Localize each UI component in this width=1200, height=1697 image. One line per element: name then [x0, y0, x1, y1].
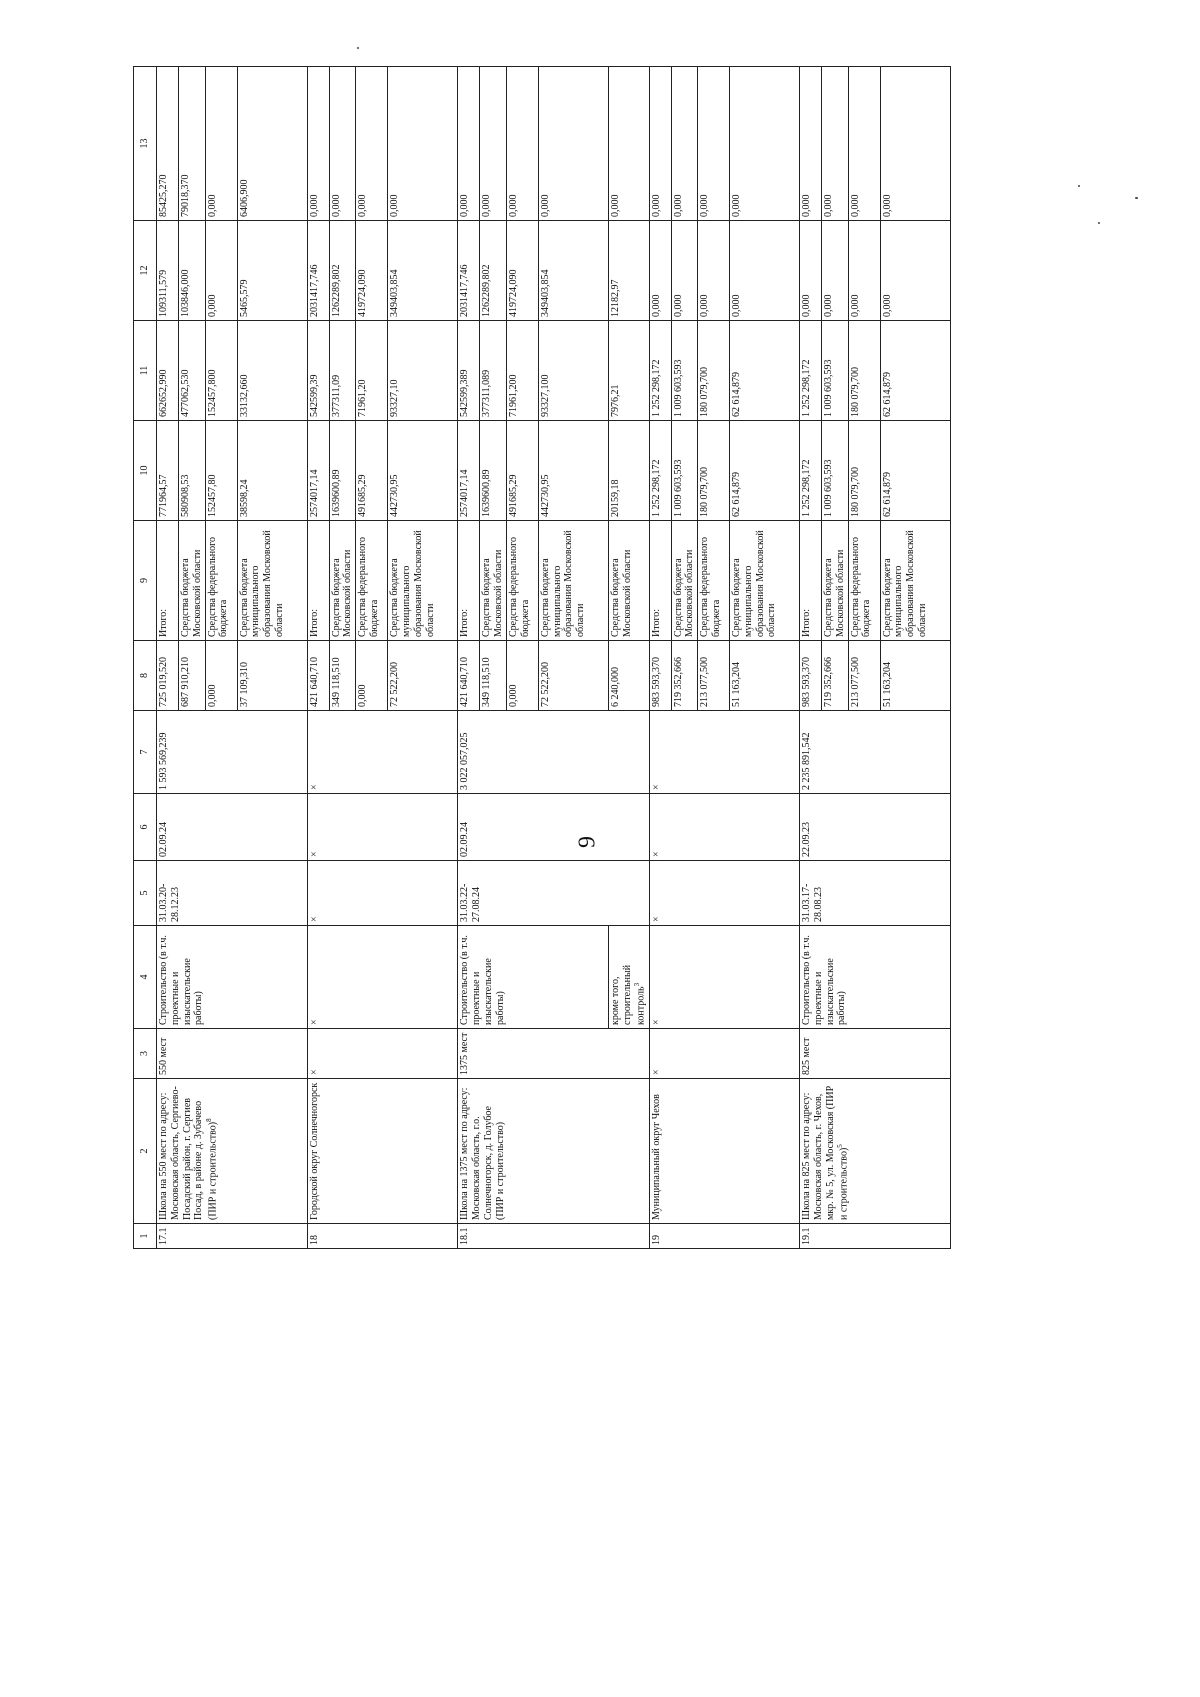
- funded-amount: 983 593,370: [800, 641, 822, 711]
- funding-source: Средства бюджета Московской области: [480, 521, 507, 641]
- amount-col12: 0,000: [205, 221, 237, 321]
- amount-col12: 103846,000: [179, 221, 206, 321]
- funding-source: Итого:: [649, 521, 671, 641]
- funded-amount: 213 077,500: [698, 641, 730, 711]
- total-cost: ×: [649, 711, 800, 794]
- funding-source: Средства бюджета Московской области: [671, 521, 698, 641]
- funded-amount: 213 077,500: [848, 641, 880, 711]
- amount-col12: 0,000: [800, 221, 822, 321]
- amount-col11: 71961,200: [506, 321, 538, 421]
- column-number: 8: [134, 641, 157, 711]
- capacity: ×: [307, 1029, 458, 1079]
- work-type: ×: [649, 926, 800, 1029]
- object-name: [307, 1079, 458, 1224]
- total-cost: 1 593 569,239: [157, 711, 308, 794]
- funding-source: Итого:: [157, 521, 179, 641]
- object-name-text: Школа на 825 мест по адресу: Московская область, г. Чехов, мкр. № 5, ул. Московская (ПИР и строительство): [801, 1085, 850, 1220]
- amount-col13: 0,000: [698, 67, 730, 221]
- amount-col11: 662652,990: [157, 321, 179, 421]
- amount-col13: 0,000: [205, 67, 237, 221]
- capacity: ×: [649, 1029, 800, 1079]
- amount-col12: 0,000: [822, 221, 849, 321]
- column-number: 2: [134, 1079, 157, 1224]
- amount-col11: 477062,530: [179, 321, 206, 421]
- column-number: 4: [134, 926, 157, 1029]
- amount-col11: 33132,660: [237, 321, 307, 421]
- amount-col12: 419724,090: [356, 221, 388, 321]
- work-dates: 31.03.17-28.08.23: [800, 861, 951, 926]
- amount-col11: 7976,21: [608, 321, 649, 421]
- amount-col12: 1262289,802: [329, 221, 356, 321]
- amount-col11: 62 614,879: [880, 321, 950, 421]
- funding-source: Итого:: [800, 521, 822, 641]
- budget-table-sheet: [133, 67, 1027, 1249]
- column-number: 3: [134, 1029, 157, 1079]
- rotated-table-container: [133, 67, 1027, 1249]
- amount-col10: 1 009 603,593: [822, 421, 849, 521]
- row-number: 19.1: [800, 1224, 951, 1249]
- funding-source: Средства бюджета муниципального образования Московской области: [388, 521, 458, 641]
- amount-col12: 349403,854: [388, 221, 458, 321]
- amount-col10: 2574017,14: [307, 421, 329, 521]
- amount-col12: 349403,854: [538, 221, 608, 321]
- page-number: 9: [574, 836, 601, 848]
- column-number: 7: [134, 711, 157, 794]
- funded-amount: 72 522,200: [538, 641, 608, 711]
- deadline: ×: [307, 794, 458, 861]
- amount-col10: 491685,29: [506, 421, 538, 521]
- capacity: 550 мест: [157, 1029, 308, 1079]
- amount-col10: 1 252 298,172: [649, 421, 671, 521]
- scan-speck: [1078, 185, 1080, 187]
- funded-amount: 983 593,370: [649, 641, 671, 711]
- amount-col13: 0,000: [356, 67, 388, 221]
- column-number: 9: [134, 521, 157, 641]
- amount-col11: 93327,100: [538, 321, 608, 421]
- amount-col12: 5465,579: [237, 221, 307, 321]
- column-number: 10: [134, 421, 157, 521]
- object-name: [157, 1079, 308, 1224]
- table-row: [800, 67, 822, 1249]
- amount-col13: 0,000: [388, 67, 458, 221]
- funded-amount: 421 640,710: [307, 641, 329, 711]
- deadline: 02.09.24: [157, 794, 308, 861]
- funded-amount: 51 163,204: [880, 641, 950, 711]
- amount-col12: 419724,090: [506, 221, 538, 321]
- funded-amount: 51 163,204: [730, 641, 800, 711]
- amount-col10: 491685,29: [356, 421, 388, 521]
- amount-col11: 542599,389: [458, 321, 480, 421]
- amount-col13: 0,000: [608, 67, 649, 221]
- amount-col10: 2574017,14: [458, 421, 480, 521]
- amount-col13: 0,000: [458, 67, 480, 221]
- amount-col13: 79018,370: [179, 67, 206, 221]
- work-dates: ×: [307, 861, 458, 926]
- row-number: 19: [649, 1224, 800, 1249]
- amount-col13: 0,000: [730, 67, 800, 221]
- amount-col13: 0,000: [649, 67, 671, 221]
- work-dates: 31.03.22-27.08.24: [458, 861, 649, 926]
- amount-col10: 442730,95: [538, 421, 608, 521]
- funded-amount: 687 910,210: [179, 641, 206, 711]
- column-number: 11: [134, 321, 157, 421]
- row-number: 18.1: [458, 1224, 649, 1249]
- amount-col11: 152457,800: [205, 321, 237, 421]
- amount-col10: 62 614,879: [730, 421, 800, 521]
- amount-col10: 62 614,879: [880, 421, 950, 521]
- funding-source: Средства бюджета муниципального образования Московской области: [538, 521, 608, 641]
- amount-col13: 0,000: [307, 67, 329, 221]
- budget-table: [133, 66, 951, 1249]
- amount-col11: 1 009 603,593: [671, 321, 698, 421]
- amount-col13: 0,000: [480, 67, 507, 221]
- funding-source: Средства бюджета муниципального образования Московской области: [237, 521, 307, 641]
- amount-col10: 1 009 603,593: [671, 421, 698, 521]
- row-number: 18: [307, 1224, 458, 1249]
- funding-source: Средства бюджета муниципального образования Московской области: [730, 521, 800, 641]
- total-cost: 3 022 057,025: [458, 711, 649, 794]
- funding-source: Средства федерального бюджета: [205, 521, 237, 641]
- funded-amount: 349 118,510: [329, 641, 356, 711]
- amount-col10: 442730,95: [388, 421, 458, 521]
- funded-amount: 72 522,200: [388, 641, 458, 711]
- column-number: 5: [134, 861, 157, 926]
- capacity: 1375 мест: [458, 1029, 649, 1079]
- column-number: 13: [134, 67, 157, 221]
- amount-col12: 109311,579: [157, 221, 179, 321]
- object-name: [649, 1079, 800, 1224]
- object-name-text: Школа на 550 мест по адресу: Московская область, Сергиево-Посадский район, г. Сергиев Посад, в районе д. Зубачево (ПИР и строительство): [158, 1086, 219, 1220]
- amount-col11: 180 079,700: [848, 321, 880, 421]
- table-row: [458, 67, 480, 1249]
- footnote-mark: 3: [633, 982, 642, 987]
- amount-col12: 0,000: [848, 221, 880, 321]
- funded-amount: 37 109,310: [237, 641, 307, 711]
- funded-amount: 719 352,666: [671, 641, 698, 711]
- amount-col12: 0,000: [671, 221, 698, 321]
- object-name-text: Муниципальный округ Чехов: [650, 1094, 662, 1220]
- funded-amount: 0,000: [205, 641, 237, 711]
- deadline: 02.09.24: [458, 794, 649, 861]
- amount-col12: 1262289,802: [480, 221, 507, 321]
- table-row: [649, 67, 671, 1249]
- funded-amount: 0,000: [356, 641, 388, 711]
- work-dates: ×: [649, 861, 800, 926]
- column-number: 1: [134, 1224, 157, 1249]
- amount-col11: 1 252 298,172: [649, 321, 671, 421]
- amount-col13: 85425,270: [157, 67, 179, 221]
- amount-col13: 0,000: [880, 67, 950, 221]
- amount-col10: 771964,57: [157, 421, 179, 521]
- work-dates: 31.03.20-28.12.23: [157, 861, 308, 926]
- scan-speck: [357, 47, 359, 49]
- object-name: [458, 1079, 649, 1224]
- deadline: ×: [649, 794, 800, 861]
- amount-col12: 2031417,746: [458, 221, 480, 321]
- work-type: Строительство (в т.ч. проектные и изыскательские работы): [157, 926, 308, 1029]
- funded-amount: 719 352,666: [822, 641, 849, 711]
- total-cost: ×: [307, 711, 458, 794]
- amount-col10: 1639600,89: [329, 421, 356, 521]
- amount-col13: 0,000: [822, 67, 849, 221]
- amount-col10: 1639600,89: [480, 421, 507, 521]
- column-number: 6: [134, 794, 157, 861]
- amount-col10: 580908,53: [179, 421, 206, 521]
- funded-amount: 6 240,000: [608, 641, 649, 711]
- funding-source: Средства федерального бюджета: [698, 521, 730, 641]
- funded-amount: 725 019,520: [157, 641, 179, 711]
- amount-col11: 62 614,879: [730, 321, 800, 421]
- funding-source: Итого:: [458, 521, 480, 641]
- object-name: [800, 1079, 951, 1224]
- work-extra: [608, 926, 649, 1029]
- object-name-text: Городской округ Солнечногорск: [308, 1082, 320, 1220]
- amount-col12: 0,000: [649, 221, 671, 321]
- amount-col11: 1 009 603,593: [822, 321, 849, 421]
- amount-col11: 542599,39: [307, 321, 329, 421]
- object-name-text: Школа на 1375 мест по адресу: Московская область, г.о. Солнечногорск, д. Голубое (ПИР и строительство): [459, 1087, 506, 1220]
- work-extra-text: кроме того, строительный контроль: [609, 964, 647, 1025]
- amount-col13: 0,000: [671, 67, 698, 221]
- funding-source: Средства бюджета Московской области: [179, 521, 206, 641]
- footnote-mark: 8: [205, 1118, 214, 1122]
- amount-col12: 0,000: [880, 221, 950, 321]
- funding-source: Средства бюджета Московской области: [608, 521, 649, 641]
- scan-speck: [1135, 197, 1138, 199]
- amount-col10: 38598,24: [237, 421, 307, 521]
- amount-col12: 12182,97: [608, 221, 649, 321]
- amount-col10: 1 252 298,172: [800, 421, 822, 521]
- funding-source: Средства федерального бюджета: [506, 521, 538, 641]
- column-number: 12: [134, 221, 157, 321]
- amount-col13: 0,000: [800, 67, 822, 221]
- funded-amount: 421 640,710: [458, 641, 480, 711]
- amount-col10: 180 079,700: [698, 421, 730, 521]
- funded-amount: 0,000: [506, 641, 538, 711]
- funding-source: Средства федерального бюджета: [356, 521, 388, 641]
- funding-source: Итого:: [307, 521, 329, 641]
- work-type: Строительство (в т.ч. проектные и изыскательские работы): [458, 926, 609, 1029]
- amount-col11: 1 252 298,172: [800, 321, 822, 421]
- funding-source: Средства бюджета Московской области: [329, 521, 356, 641]
- amount-col12: 0,000: [730, 221, 800, 321]
- work-type: Строительство (в т.ч. проектные и изыскательские работы): [800, 926, 951, 1029]
- amount-col10: 20159,18: [608, 421, 649, 521]
- amount-col10: 152457,80: [205, 421, 237, 521]
- funded-amount: 349 118,510: [480, 641, 507, 711]
- amount-col11: 377311,089: [480, 321, 507, 421]
- amount-col13: 0,000: [848, 67, 880, 221]
- work-type: ×: [307, 926, 458, 1029]
- table-row: [307, 67, 329, 1249]
- amount-col11: 71961,20: [356, 321, 388, 421]
- row-number: 17.1: [157, 1224, 308, 1249]
- amount-col11: 377311,09: [329, 321, 356, 421]
- capacity: 825 мест: [800, 1029, 951, 1079]
- amount-col13: 0,000: [538, 67, 608, 221]
- funding-source: Средства бюджета Московской области: [822, 521, 849, 641]
- amount-col13: 0,000: [506, 67, 538, 221]
- table-row: [157, 67, 179, 1249]
- scan-speck: [1098, 222, 1100, 224]
- amount-col11: 93327,10: [388, 321, 458, 421]
- amount-col13: 6406,900: [237, 67, 307, 221]
- amount-col12: 0,000: [698, 221, 730, 321]
- amount-col10: 180 079,700: [848, 421, 880, 521]
- column-number-row: [134, 67, 157, 1249]
- funding-source: Средства федерального бюджета: [848, 521, 880, 641]
- total-cost: 2 235 891,542: [800, 711, 951, 794]
- footnote-mark: 5: [836, 1144, 845, 1148]
- deadline: 22.09.23: [800, 794, 951, 861]
- amount-col12: 2031417,746: [307, 221, 329, 321]
- amount-col13: 0,000: [329, 67, 356, 221]
- amount-col11: 180 079,700: [698, 321, 730, 421]
- table-body: [134, 67, 951, 1249]
- funding-source: Средства бюджета муниципального образования Московской области: [880, 521, 950, 641]
